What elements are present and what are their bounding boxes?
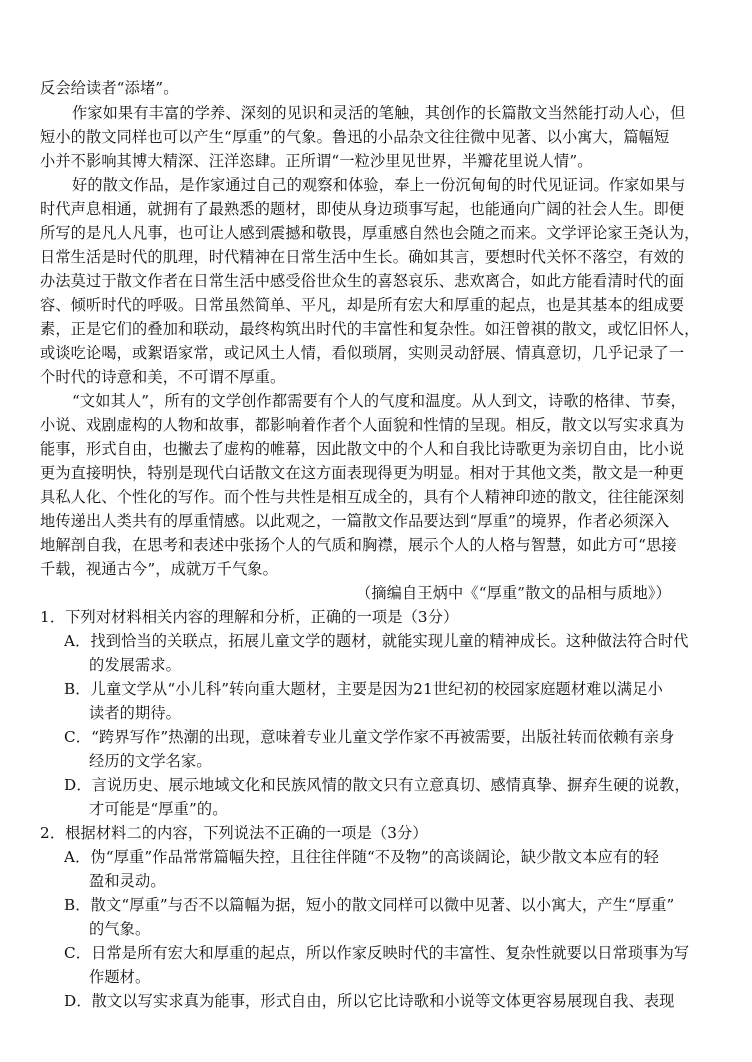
passage-line: “文如其人”，所有的文学创作都需要有个人的气度和温度。从人到文，诗歌的格律、节奏， [72,392,686,410]
option-b-cont: 读者的期待。 [89,704,182,722]
passage-source: （摘编自王炳中《“厚重”散文的品相与质地》） [356,584,671,602]
passage-line: 时代声息相通，就拥有了最熟悉的题材，即使从身边琐事写起，也能通向广阔的社会人生。即便 [40,200,685,218]
option-b-cont: 的气象。 [89,920,151,938]
passage-line: 短小的散文同样也可以产生“厚重”的气象。鲁迅的小品杂文往往微中见著、以小寓大，篇幅短 [40,128,670,146]
passage-line: 容、倾听时代的呼吸。日常虽然简单、平凡，却是所有宏大和厚重的起点，也是其基本的组成要 [40,296,685,314]
option-d: D．散文以写实求真为能事，形式自由，所以它比诗歌和小说等文体更容易展现自我、表现 [64,992,675,1010]
passage-line: 能事，形式自由，也撇去了虚构的帷幕，因此散文中的个人和自我比诗歌更为亲切自由，比小说 [40,440,685,458]
option-c: C．日常是所有宏大和厚重的起点，所以作家反映时代的丰富性、复杂性就要以日常琐事为写 [64,944,690,962]
passage-line: 或谈吃论喝，或絮语家常，或记风土人情，看似琐屑，实则灵动舒展、情真意切，几乎记录了一 [40,344,685,362]
passage-line: 具私人化、个性化的写作。而个性与共性是相互成全的，具有个人精神印迹的散文，往往能深刻 [40,488,685,506]
passage-line: 素，正是它们的叠加和联动，最终构筑出时代的丰富性和复杂性。如汪曾祺的散文，或忆旧怀人， [40,320,700,338]
passage-line: 日常生活是时代的肌理，时代精神在日常生活中生长。确如其言，要想时代关怀不落空，有效的 [40,248,685,266]
question-stem: 1．下列对材料相关内容的理解和分析，正确的一项是（3分） [40,608,459,626]
option-c-cont: 作题材。 [89,968,151,986]
option-d-cont: 才可能是“厚重”的。 [89,800,228,818]
option-b: B．散文“厚重”与否不以篇幅为据，短小的散文同样可以微中见著、以小寓大，产生“厚重” [64,896,675,914]
option-b: B．儿童文学从“小儿科”转向重大题材，主要是因为21世纪初的校园家庭题材难以满足小 [64,680,663,698]
passage-line: 个时代的诗意和美，不可谓不厚重。 [40,368,286,386]
passage-line: 办法莫过于散文作者在日常生活中感受俗世众生的喜怒哀乐、悲欢离合，如此方能看清时代的面 [40,272,685,290]
passage-line: 反会给读者“添堵”。 [40,79,179,97]
passage-line: 作家如果有丰富的学养、深刻的见识和灵活的笔触，其创作的长篇散文当然能打动人心，但 [72,104,686,122]
passage-line: 好的散文作品，是作家通过自己的观察和体验，奉上一份沉甸甸的时代见证词。作家如果与 [72,176,686,194]
option-c-cont: 经历的文学名家。 [89,752,212,770]
passage-line: 小并不影响其博大精深、汪洋恣肆。正所谓“一粒沙里见世界，半瓣花里说人情”。 [40,152,593,170]
option-a: A．找到恰当的关联点，拓展儿童文学的题材，就能实现儿童的精神成长。这种做法符合时代 [64,632,689,650]
option-a: A．伪“厚重”作品常常篇幅失控，且往往伴随“不及物”的高谈阔论，缺少散文本应有的轻 [64,848,659,866]
option-c: C．“跨界写作”热潮的出现，意味着专业儿童文学作家不再被需要，出版社转而依赖有亲身 [64,728,675,746]
passage-line: 更为直接明快，特别是现代白话散文在这方面表现得更为明显。相对于其他文类，散文是一种更 [40,464,685,482]
question-stem: 2．根据材料二的内容，下列说法不正确的一项是（3分） [40,824,428,842]
passage-line: 地解剖自我，在思考和表述中张扬个人的气质和胸襟，展示个人的人格与智慧，如此方可“思接 [40,536,677,554]
passage-line: 所写的是凡人凡事，也可让人感到震撼和敬畏，厚重感自然也会随之而来。文学评论家王尧认为， [40,224,700,242]
option-a-cont: 盈和灵动。 [89,872,166,890]
passage-line: 小说、戏剧虚构的人物和故事，都影响着作者个人面貌和性情的呈现。相反，散文以写实求真为 [40,416,685,434]
passage-line: 地传递出人类共有的厚重情感。以此观之，一篇散文作品要达到“厚重”的境界，作者必须深入 [40,512,670,530]
passage-line: 千载，视通古今”，成就万千气象。 [40,560,278,578]
option-a-cont: 的发展需求。 [89,656,182,674]
option-d: D．言说历史、展示地域文化和民族风情的散文只有立意真切、感情真挚、摒弃生硬的说教， [64,776,690,794]
